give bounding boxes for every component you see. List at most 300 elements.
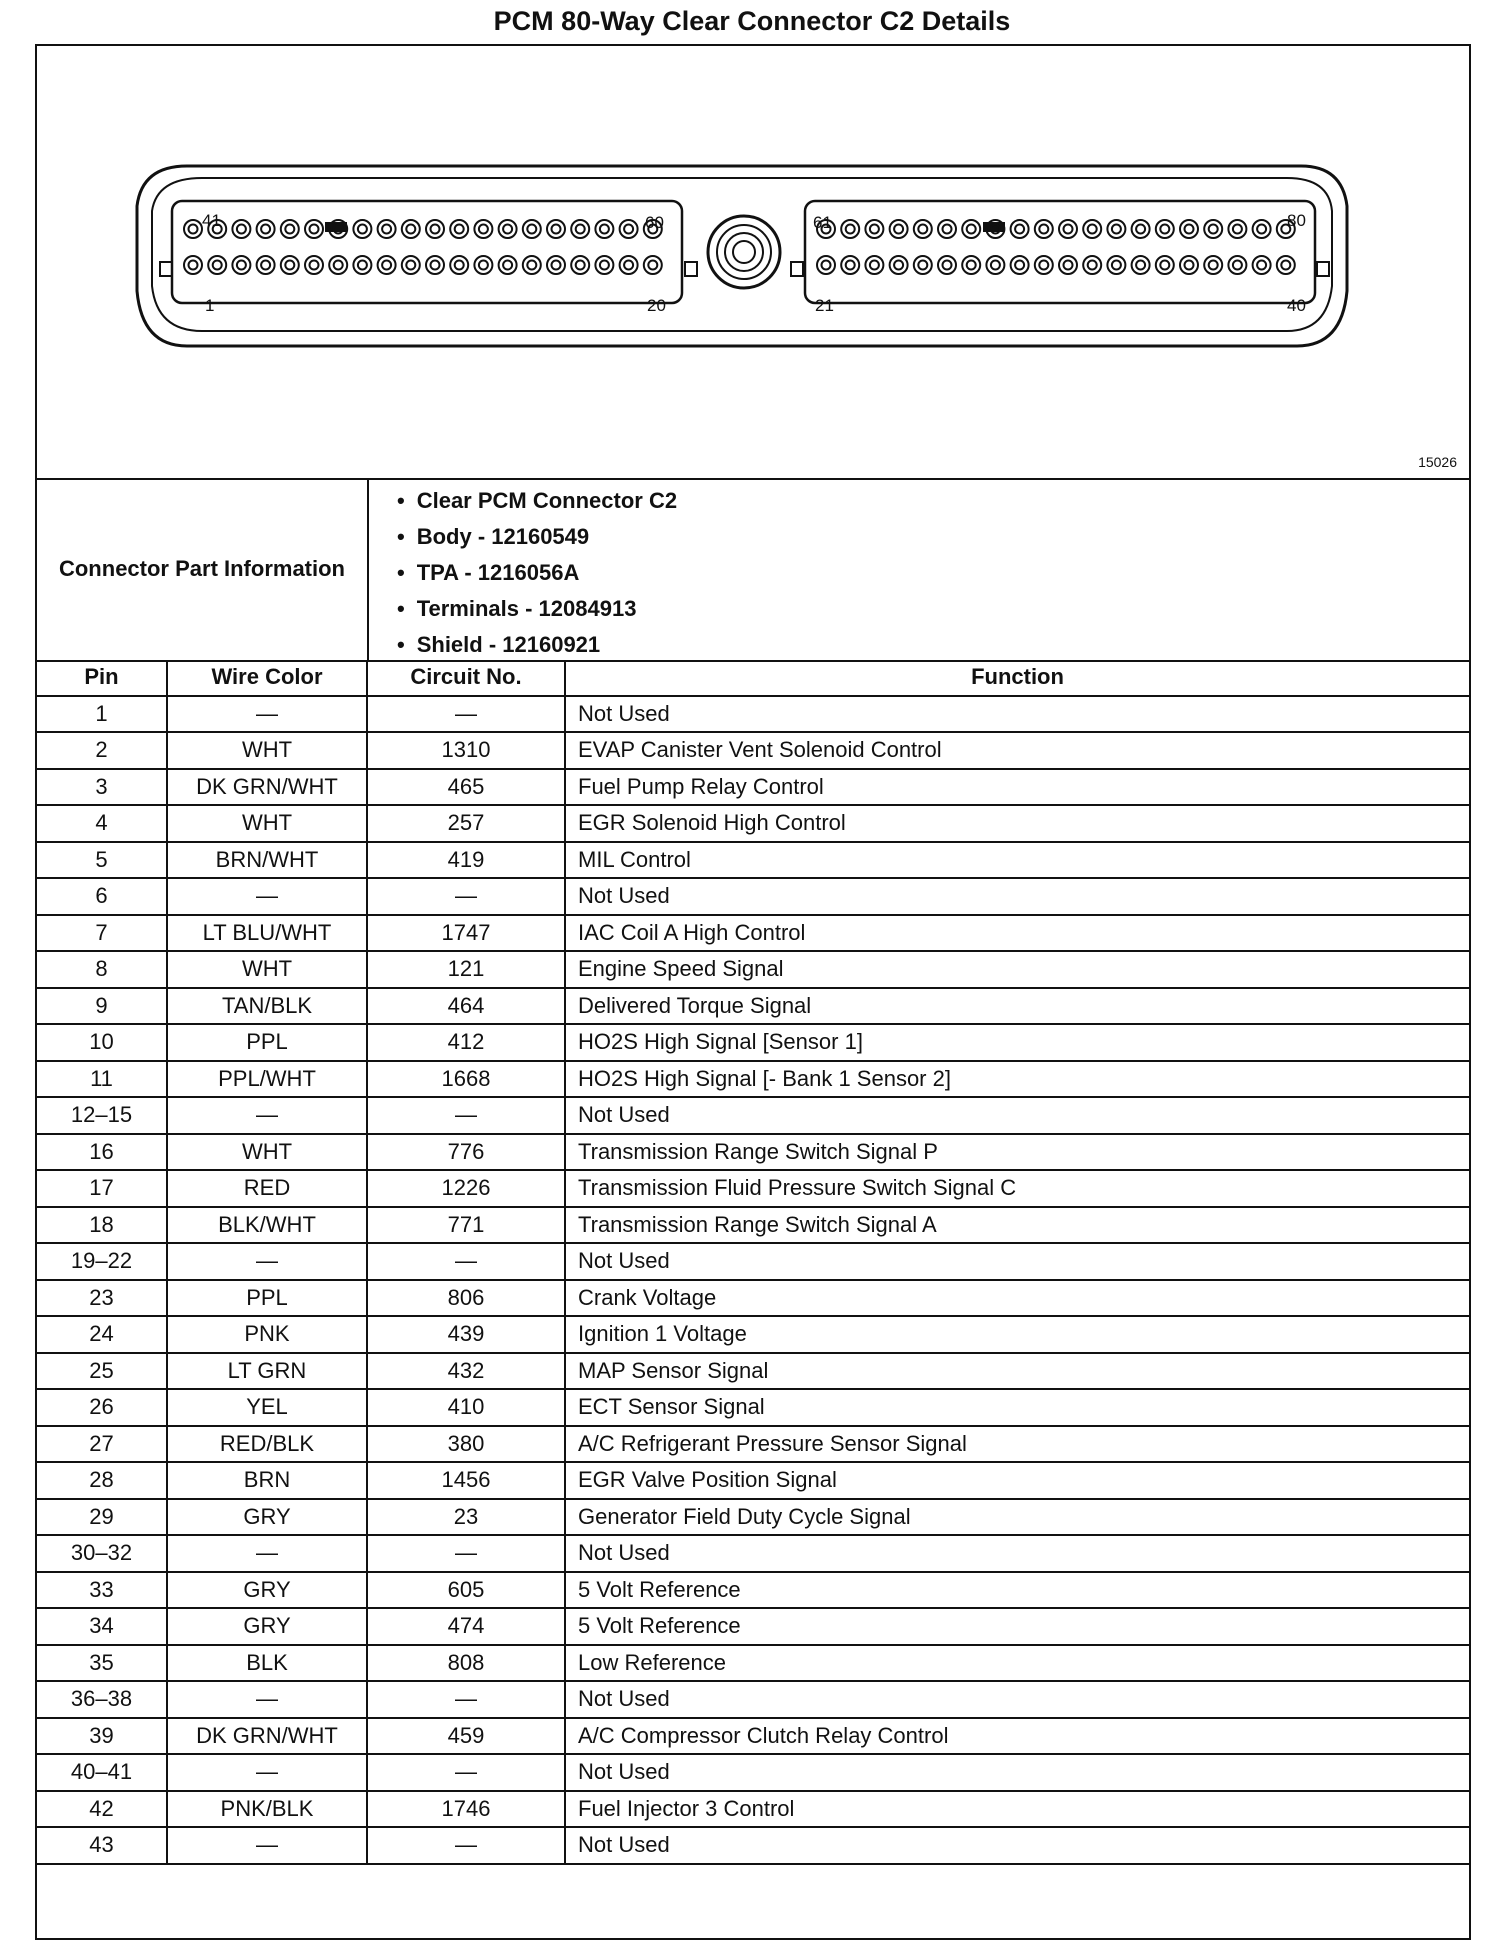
table-row <box>37 696 1469 733</box>
center-bolt-outer <box>708 216 780 288</box>
pin-hole <box>1253 220 1271 238</box>
connector-part-info-label: Connector Part Information <box>37 478 369 660</box>
pin-hole <box>1228 256 1246 274</box>
pin-terminal <box>189 261 198 270</box>
wire-color-cell: PPL <box>167 1024 367 1061</box>
circuit-number-cell: — <box>367 1097 565 1134</box>
pin-hole <box>938 256 956 274</box>
pin-hole <box>1204 220 1222 238</box>
pin-terminal <box>1039 261 1048 270</box>
wire-color-cell: PPL <box>167 1280 367 1317</box>
pin-hole <box>232 220 250 238</box>
pin-cell: 25 <box>37 1353 167 1390</box>
pin-cell: 43 <box>37 1827 167 1864</box>
wire-color-cell: WHT <box>167 1134 367 1171</box>
pin-terminal <box>1112 261 1121 270</box>
pin-terminal <box>1209 261 1218 270</box>
pin-terminal <box>1209 225 1218 234</box>
pin-hole <box>1132 256 1150 274</box>
pin-cell: 11 <box>37 1061 167 1098</box>
pin-hole <box>1204 256 1222 274</box>
pin-cell: 27 <box>37 1426 167 1463</box>
pin-cell: 42 <box>37 1791 167 1828</box>
wire-color-cell: LT BLU/WHT <box>167 915 367 952</box>
pin-hole <box>1011 220 1029 238</box>
pin-cell: 34 <box>37 1608 167 1645</box>
pin-hole <box>426 256 444 274</box>
part-info-item: • Clear PCM Connector C2 <box>397 484 677 520</box>
wire-color-cell: — <box>167 1535 367 1572</box>
pin-terminal <box>310 261 319 270</box>
pin-hole <box>595 220 613 238</box>
wire-color-cell: GRY <box>167 1608 367 1645</box>
pin-cell: 18 <box>37 1207 167 1244</box>
pin-hole <box>353 220 371 238</box>
pin-hole <box>1132 220 1150 238</box>
pin-hole <box>644 256 662 274</box>
pin-terminal <box>822 261 831 270</box>
function-cell: EGR Valve Position Signal <box>565 1462 1469 1499</box>
table-row <box>37 1207 1469 1244</box>
function-cell: Not Used <box>565 1243 1469 1280</box>
pin-hole <box>841 256 859 274</box>
page-title: PCM 80-Way Clear Connector C2 Details <box>493 6 1011 36</box>
function-cell: Engine Speed Signal <box>565 951 1469 988</box>
circuit-number-cell: — <box>367 1243 565 1280</box>
function-cell: EVAP Canister Vent Solenoid Control <box>565 732 1469 769</box>
pin-terminal <box>261 225 270 234</box>
function-cell: MAP Sensor Signal <box>565 1353 1469 1390</box>
pin-hole <box>547 256 565 274</box>
pin-terminal <box>455 225 464 234</box>
pin-hole <box>232 256 250 274</box>
function-cell: Not Used <box>565 1681 1469 1718</box>
table-row <box>37 1316 1469 1353</box>
pin-cell: 29 <box>37 1499 167 1536</box>
pin-terminal <box>918 225 927 234</box>
table-row <box>37 769 1469 806</box>
wire-color-cell: GRY <box>167 1499 367 1536</box>
table-row <box>37 1170 1469 1207</box>
table-row <box>37 951 1469 988</box>
pin-hole <box>595 256 613 274</box>
pin-hole <box>962 220 980 238</box>
pin-terminal <box>527 225 536 234</box>
pin-cell: 8 <box>37 951 167 988</box>
pin-terminal <box>237 225 246 234</box>
pin-label-21: 21 <box>815 296 834 315</box>
wire-color-cell: — <box>167 878 367 915</box>
function-cell: Not Used <box>565 1754 1469 1791</box>
pin-terminal <box>479 225 488 234</box>
table-row <box>37 1353 1469 1390</box>
pin-hole <box>1107 256 1125 274</box>
wire-color-cell: GRY <box>167 1572 367 1609</box>
pin-cell: 26 <box>37 1389 167 1426</box>
pin-terminal <box>213 261 222 270</box>
pinout-table <box>37 660 1469 1865</box>
pin-terminal <box>624 261 633 270</box>
pin-hole <box>620 256 638 274</box>
connector-part-info <box>37 478 1469 662</box>
pin-hole <box>1253 256 1271 274</box>
pin-terminal <box>503 261 512 270</box>
header-pin: Pin <box>37 660 167 696</box>
wire-color-cell: BRN/WHT <box>167 842 367 879</box>
pin-hole <box>1059 256 1077 274</box>
pin-terminal <box>334 261 343 270</box>
pin-hole <box>329 256 347 274</box>
figure-number: 15026 <box>1418 454 1457 470</box>
circuit-number-cell: 465 <box>367 769 565 806</box>
pin-cell: 4 <box>37 805 167 842</box>
table-row <box>37 1718 1469 1755</box>
pin-terminal <box>1257 261 1266 270</box>
pin-hole <box>962 256 980 274</box>
pin-terminal <box>1160 225 1169 234</box>
pin-terminal <box>237 261 246 270</box>
table-row <box>37 915 1469 952</box>
pin-hole <box>378 220 396 238</box>
circuit-number-cell: 1456 <box>367 1462 565 1499</box>
connector-part-info-list <box>397 484 677 664</box>
table-row <box>37 1827 1469 1864</box>
pin-hole <box>1107 220 1125 238</box>
circuit-number-cell: 771 <box>367 1207 565 1244</box>
circuit-number-cell: 464 <box>367 988 565 1025</box>
wire-color-cell: — <box>167 1827 367 1864</box>
pin-terminal <box>894 261 903 270</box>
table-row <box>37 1134 1469 1171</box>
table-row <box>37 1462 1469 1499</box>
pin-cell: 23 <box>37 1280 167 1317</box>
pin-terminal <box>1088 261 1097 270</box>
pin-hole <box>890 220 908 238</box>
pin-label-61: 61 <box>813 213 832 232</box>
table-row <box>37 1608 1469 1645</box>
pin-cell: 16 <box>37 1134 167 1171</box>
pin-terminal <box>648 261 657 270</box>
function-cell: A/C Compressor Clutch Relay Control <box>565 1718 1469 1755</box>
pin-cell: 6 <box>37 878 167 915</box>
circuit-number-cell: 776 <box>367 1134 565 1171</box>
pin-hole <box>257 220 275 238</box>
pin-terminal <box>310 225 319 234</box>
table-row <box>37 988 1469 1025</box>
pin-terminal <box>894 225 903 234</box>
pin-cell: 19–22 <box>37 1243 167 1280</box>
function-cell: Low Reference <box>565 1645 1469 1682</box>
left-pin-block <box>172 201 682 303</box>
pin-terminal <box>1088 225 1097 234</box>
pin-hole <box>986 256 1004 274</box>
circuit-number-cell: 439 <box>367 1316 565 1353</box>
pin-hole <box>378 256 396 274</box>
pin-terminal <box>846 261 855 270</box>
pin-hole <box>890 256 908 274</box>
pin-terminal <box>503 225 512 234</box>
pin-cell: 5 <box>37 842 167 879</box>
pin-terminal <box>382 225 391 234</box>
pin-terminal <box>991 261 1000 270</box>
circuit-number-cell: 806 <box>367 1280 565 1317</box>
pin-terminal <box>1064 261 1073 270</box>
wire-color-cell: RED <box>167 1170 367 1207</box>
mid-latch-left <box>685 262 697 276</box>
function-cell: Not Used <box>565 1827 1469 1864</box>
pin-label-20: 20 <box>647 296 666 315</box>
part-info-item: • Shield - 12160921 <box>397 628 677 664</box>
header-circuit-no: Circuit No. <box>367 660 565 696</box>
function-cell: Not Used <box>565 1535 1469 1572</box>
table-row <box>37 1061 1469 1098</box>
function-cell: MIL Control <box>565 842 1469 879</box>
center-bolt-core <box>733 241 755 263</box>
function-cell: A/C Refrigerant Pressure Sensor Signal <box>565 1426 1469 1463</box>
pin-terminal <box>870 225 879 234</box>
table-row <box>37 1754 1469 1791</box>
pin-terminal <box>1136 261 1145 270</box>
left-key-tab <box>325 222 347 232</box>
wire-color-cell: RED/BLK <box>167 1426 367 1463</box>
pin-hole <box>1083 256 1101 274</box>
pin-hole <box>1180 220 1198 238</box>
pin-hole <box>1228 220 1246 238</box>
circuit-number-cell: 1668 <box>367 1061 565 1098</box>
pin-cell: 9 <box>37 988 167 1025</box>
pin-hole <box>402 220 420 238</box>
right-pin-block <box>805 201 1315 303</box>
circuit-number-cell: 1747 <box>367 915 565 952</box>
table-row <box>37 805 1469 842</box>
function-cell: EGR Solenoid High Control <box>565 805 1469 842</box>
pin-terminal <box>455 261 464 270</box>
circuit-number-cell: 412 <box>367 1024 565 1061</box>
right-latch <box>1317 262 1329 276</box>
wire-color-cell: — <box>167 1097 367 1134</box>
pin-hole <box>1011 256 1029 274</box>
pin-terminal <box>552 261 561 270</box>
pin-label-41: 41 <box>202 211 221 230</box>
function-cell: HO2S High Signal [Sensor 1] <box>565 1024 1469 1061</box>
table-row <box>37 1389 1469 1426</box>
pin-cell: 10 <box>37 1024 167 1061</box>
pin-hole <box>305 220 323 238</box>
wire-color-cell: PPL/WHT <box>167 1061 367 1098</box>
pin-hole <box>281 256 299 274</box>
pin-terminal <box>1233 261 1242 270</box>
pin-terminal <box>1015 225 1024 234</box>
table-row <box>37 1024 1469 1061</box>
pin-terminal <box>576 261 585 270</box>
pin-cell: 7 <box>37 915 167 952</box>
circuit-number-cell: 1746 <box>367 1791 565 1828</box>
pin-terminal <box>1257 225 1266 234</box>
pin-cell: 24 <box>37 1316 167 1353</box>
circuit-number-cell: 419 <box>367 842 565 879</box>
pin-cell: 40–41 <box>37 1754 167 1791</box>
pin-terminal <box>406 261 415 270</box>
pin-cell: 2 <box>37 732 167 769</box>
pin-terminal <box>189 225 198 234</box>
pin-hole <box>281 220 299 238</box>
pin-hole <box>865 256 883 274</box>
circuit-number-cell: 1226 <box>367 1170 565 1207</box>
wire-color-cell: YEL <box>167 1389 367 1426</box>
table-header-row <box>37 660 1469 696</box>
table-row <box>37 1097 1469 1134</box>
center-bolt-ring-inner <box>725 233 763 271</box>
pin-terminal <box>382 261 391 270</box>
pin-terminal <box>1039 225 1048 234</box>
mid-latch-right <box>791 262 803 276</box>
pin-terminal <box>1233 225 1242 234</box>
pin-terminal <box>527 261 536 270</box>
function-cell: Fuel Injector 3 Control <box>565 1791 1469 1828</box>
pin-terminal <box>870 261 879 270</box>
pin-hole <box>499 220 517 238</box>
pin-label-1: 1 <box>205 296 215 315</box>
pin-hole <box>1180 256 1198 274</box>
part-info-item: • TPA - 1216056A <box>397 556 677 592</box>
pin-cell: 33 <box>37 1572 167 1609</box>
wire-color-cell: WHT <box>167 805 367 842</box>
pin-hole <box>914 256 932 274</box>
table-row <box>37 1426 1469 1463</box>
pin-terminal <box>358 225 367 234</box>
table-row <box>37 1681 1469 1718</box>
pin-terminal <box>261 261 270 270</box>
pin-hole <box>571 256 589 274</box>
table-row <box>37 1499 1469 1536</box>
pin-terminal <box>431 225 440 234</box>
pin-cell: 1 <box>37 696 167 733</box>
wire-color-cell: BLK <box>167 1645 367 1682</box>
pin-hole <box>1083 220 1101 238</box>
pin-cell: 35 <box>37 1645 167 1682</box>
pin-terminal <box>1136 225 1145 234</box>
pin-hole <box>184 220 202 238</box>
pin-terminal <box>600 225 609 234</box>
pin-terminal <box>1185 225 1194 234</box>
pin-cell: 28 <box>37 1462 167 1499</box>
circuit-number-cell: 121 <box>367 951 565 988</box>
circuit-number-cell: — <box>367 1754 565 1791</box>
pin-terminal <box>846 225 855 234</box>
pin-hole <box>914 220 932 238</box>
wire-color-cell: — <box>167 696 367 733</box>
circuit-number-cell: 410 <box>367 1389 565 1426</box>
wire-color-cell: TAN/BLK <box>167 988 367 1025</box>
circuit-number-cell: — <box>367 1681 565 1718</box>
pin-hole <box>499 256 517 274</box>
pin-hole <box>1035 220 1053 238</box>
circuit-number-cell: — <box>367 878 565 915</box>
pin-terminal <box>918 261 927 270</box>
pin-label-60: 60 <box>645 213 664 232</box>
pin-cell: 3 <box>37 769 167 806</box>
function-cell: 5 Volt Reference <box>565 1572 1469 1609</box>
circuit-number-cell: 808 <box>367 1645 565 1682</box>
pin-hole <box>1156 220 1174 238</box>
pin-terminal <box>552 225 561 234</box>
wire-color-cell: PNK <box>167 1316 367 1353</box>
pin-hole <box>474 256 492 274</box>
function-cell: ECT Sensor Signal <box>565 1389 1469 1426</box>
pin-hole <box>571 220 589 238</box>
circuit-number-cell: 432 <box>367 1353 565 1390</box>
pin-terminal <box>600 261 609 270</box>
pin-terminal <box>431 261 440 270</box>
wire-color-cell: BLK/WHT <box>167 1207 367 1244</box>
pin-terminal <box>967 261 976 270</box>
table-row <box>37 878 1469 915</box>
pin-cell: 17 <box>37 1170 167 1207</box>
pin-hole <box>938 220 956 238</box>
pin-terminal <box>967 225 976 234</box>
pin-terminal <box>1160 261 1169 270</box>
function-cell: Transmission Range Switch Signal P <box>565 1134 1469 1171</box>
function-cell: Not Used <box>565 878 1469 915</box>
function-cell: HO2S High Signal [- Bank 1 Sensor 2] <box>565 1061 1469 1098</box>
table-row <box>37 1243 1469 1280</box>
circuit-number-cell: 605 <box>367 1572 565 1609</box>
part-info-item: • Terminals - 12084913 <box>397 592 677 628</box>
function-cell: Generator Field Duty Cycle Signal <box>565 1499 1469 1536</box>
function-cell: Delivered Torque Signal <box>565 988 1469 1025</box>
function-cell: Ignition 1 Voltage <box>565 1316 1469 1353</box>
pin-label-80: 80 <box>1287 211 1306 230</box>
function-cell: Not Used <box>565 1097 1469 1134</box>
pin-hole <box>620 220 638 238</box>
circuit-number-cell: — <box>367 696 565 733</box>
wire-color-cell: — <box>167 1754 367 1791</box>
pin-terminal <box>358 261 367 270</box>
pin-terminal <box>1281 261 1290 270</box>
header-wire-color: Wire Color <box>167 660 367 696</box>
pin-hole <box>1156 256 1174 274</box>
table-row <box>37 1572 1469 1609</box>
function-cell: Fuel Pump Relay Control <box>565 769 1469 806</box>
table-row <box>37 1280 1469 1317</box>
pin-hole <box>817 256 835 274</box>
pin-terminal <box>1015 261 1024 270</box>
circuit-number-cell: 1310 <box>367 732 565 769</box>
left-latch <box>160 262 172 276</box>
circuit-number-cell: — <box>367 1535 565 1572</box>
function-cell: 5 Volt Reference <box>565 1608 1469 1645</box>
pin-hole <box>402 256 420 274</box>
pin-hole <box>523 220 541 238</box>
pin-hole <box>547 220 565 238</box>
pin-cell: 39 <box>37 1718 167 1755</box>
pin-hole <box>426 220 444 238</box>
table-row <box>37 732 1469 769</box>
pin-hole <box>1035 256 1053 274</box>
wire-color-cell: DK GRN/WHT <box>167 1718 367 1755</box>
wire-color-cell: BRN <box>167 1462 367 1499</box>
pin-hole <box>1277 256 1295 274</box>
circuit-number-cell: — <box>367 1827 565 1864</box>
header-function: Function <box>565 660 1469 696</box>
pin-hole <box>523 256 541 274</box>
pin-cell: 12–15 <box>37 1097 167 1134</box>
pin-terminal <box>943 225 952 234</box>
pin-hole <box>208 256 226 274</box>
circuit-number-cell: 23 <box>367 1499 565 1536</box>
pin-terminal <box>285 261 294 270</box>
pin-terminal <box>1064 225 1073 234</box>
